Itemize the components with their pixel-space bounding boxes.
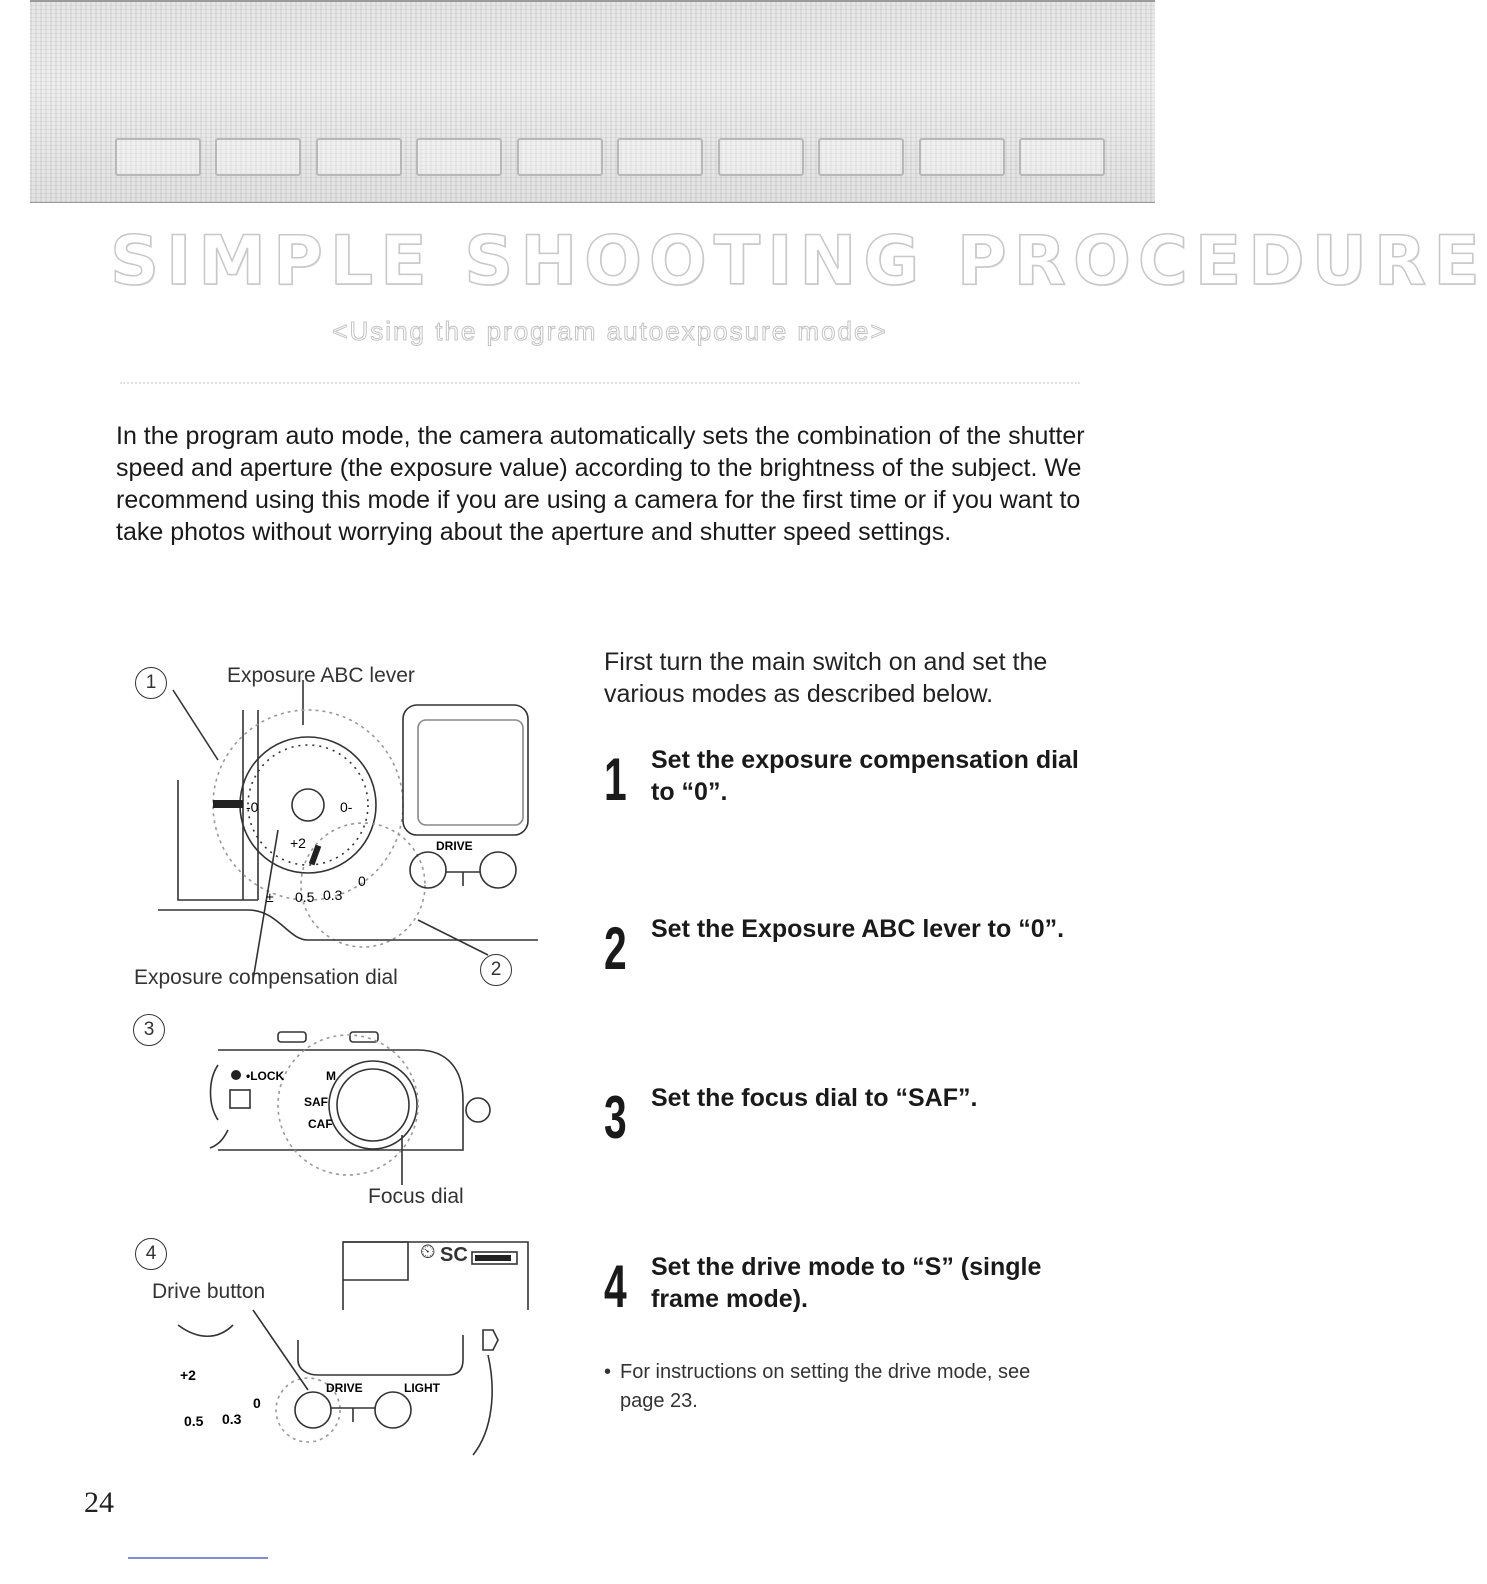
banner-box	[919, 138, 1005, 176]
saf-label: SAF	[304, 1095, 328, 1109]
button-connector	[446, 872, 480, 886]
banner-box	[818, 138, 904, 176]
dial-mark: 0	[358, 873, 366, 889]
note-text: For instructions on setting the drive mode, see page 23.	[620, 1361, 1031, 1412]
page-subtitle: <Using the program autoexposure mode>	[332, 316, 888, 346]
lock-label: •LOCK	[246, 1069, 285, 1083]
camera-body-outline	[178, 780, 258, 900]
figure-marker-1: 1	[135, 667, 167, 699]
page-title: SIMPLE SHOOTING PROCEDURE	[110, 222, 1487, 301]
dial-mark: 0	[253, 1395, 261, 1411]
caf-label: CAF	[308, 1117, 333, 1131]
compensation-dial	[240, 737, 376, 873]
dial-mark: -0	[246, 799, 259, 815]
dial-center	[292, 789, 324, 821]
dial-mark: 0.5	[295, 889, 315, 905]
dial-mark: 0.3	[323, 887, 343, 903]
abc-lever-label: Exposure ABC lever	[227, 664, 415, 687]
drive-label: DRIVE	[326, 1381, 363, 1395]
compensation-dial-label: Exposure compensation dial	[134, 966, 398, 989]
top-button	[278, 1032, 306, 1042]
drive-label: DRIVE	[436, 839, 473, 853]
lock-lever	[211, 1065, 219, 1120]
af-mode-icon	[230, 1090, 250, 1108]
lcd-panel	[403, 705, 528, 835]
drive-button-label: Drive button	[152, 1280, 266, 1303]
figure-marker-3: 3	[133, 1014, 165, 1046]
drive-button	[410, 852, 446, 888]
step-number: 3	[604, 1084, 627, 1151]
leader-line	[253, 830, 278, 980]
lcd-inner	[343, 1242, 408, 1280]
banner-box	[517, 138, 603, 176]
lcd-self-timer-icon: ⏲	[420, 1241, 436, 1263]
step-text: Set the exposure compensation dial to “0”.	[651, 746, 1079, 806]
step-text: Set the Exposure ABC lever to “0”.	[651, 915, 1065, 943]
step-number: 4	[604, 1253, 627, 1320]
figure-marker-4: 4	[135, 1238, 167, 1270]
dial-mark: 0.5	[184, 1413, 204, 1429]
dial-mark: 0-	[340, 799, 353, 815]
focus-dial-label: Focus dial	[368, 1185, 464, 1208]
dial-index	[309, 845, 321, 866]
step-3	[604, 1082, 1094, 1172]
step-number: 1	[604, 746, 627, 813]
lcd-text: SC	[440, 1244, 468, 1266]
focus-dial-inner	[337, 1069, 409, 1141]
step-text: Set the focus dial to “SAF”.	[651, 1084, 978, 1112]
battery-level	[475, 1255, 511, 1261]
step-2	[604, 913, 1094, 1003]
page-number: 24	[84, 1486, 114, 1519]
banner-box-row	[115, 138, 1105, 174]
strap-lug	[483, 1330, 498, 1350]
light-button	[480, 852, 516, 888]
step-1	[604, 744, 1094, 834]
instructions-lead: First turn the main switch on and set the various modes as described below.	[604, 648, 1048, 708]
focus-dial	[329, 1061, 417, 1149]
dial-mark: +2	[290, 835, 306, 851]
leader-line	[418, 920, 488, 955]
zoom-circle	[278, 1035, 418, 1175]
banner-box	[416, 138, 502, 176]
button-connector	[331, 1408, 375, 1422]
lock-dot	[231, 1070, 241, 1080]
banner-box	[617, 138, 703, 176]
banner-box	[115, 138, 201, 176]
camera-top-outline	[158, 910, 538, 940]
bullet-icon: •	[604, 1361, 612, 1383]
step-number: 2	[604, 915, 627, 982]
leader-line	[173, 690, 218, 760]
abc-lever-mark	[213, 800, 243, 808]
exposure-dial-illustration	[118, 650, 558, 1000]
lever-arm	[210, 1130, 228, 1148]
divider	[120, 382, 1080, 384]
banner-box	[718, 138, 804, 176]
dial-mark: +2	[180, 1367, 196, 1383]
strap-lug	[466, 1098, 490, 1122]
focus-dial-illustration	[118, 1010, 538, 1190]
light-button	[375, 1392, 411, 1428]
dial-mark: 0.3	[222, 1411, 242, 1427]
camera-top-outline	[298, 1335, 463, 1375]
dial-mark: ±	[266, 889, 274, 905]
step-4	[604, 1251, 1094, 1341]
light-label: LIGHT	[404, 1381, 440, 1395]
drive-button-illustration	[118, 1230, 538, 1470]
manual-label: M	[326, 1069, 336, 1083]
camera-side-outline	[473, 1355, 492, 1455]
dial-arc	[178, 1325, 233, 1336]
step-text: Set the drive mode to “S” (single frame mode).	[651, 1253, 1042, 1313]
drive-button	[295, 1392, 331, 1428]
leader-line	[253, 1310, 308, 1390]
banner-box	[215, 138, 301, 176]
figure-marker-2: 2	[480, 954, 512, 986]
banner-box	[316, 138, 402, 176]
intro-paragraph: In the program auto mode, the camera automatically sets the combination of the shutter speed and aperture (the exposure value) according to the brightness of the subject. We recommend using this mode if you are using a camera for the first time or if you want to take photos without worrying about the aperture and shutter speed settings.	[116, 422, 1085, 546]
bottom-rule	[128, 1557, 268, 1559]
banner-box	[1019, 138, 1105, 176]
lcd-inner	[418, 720, 523, 825]
